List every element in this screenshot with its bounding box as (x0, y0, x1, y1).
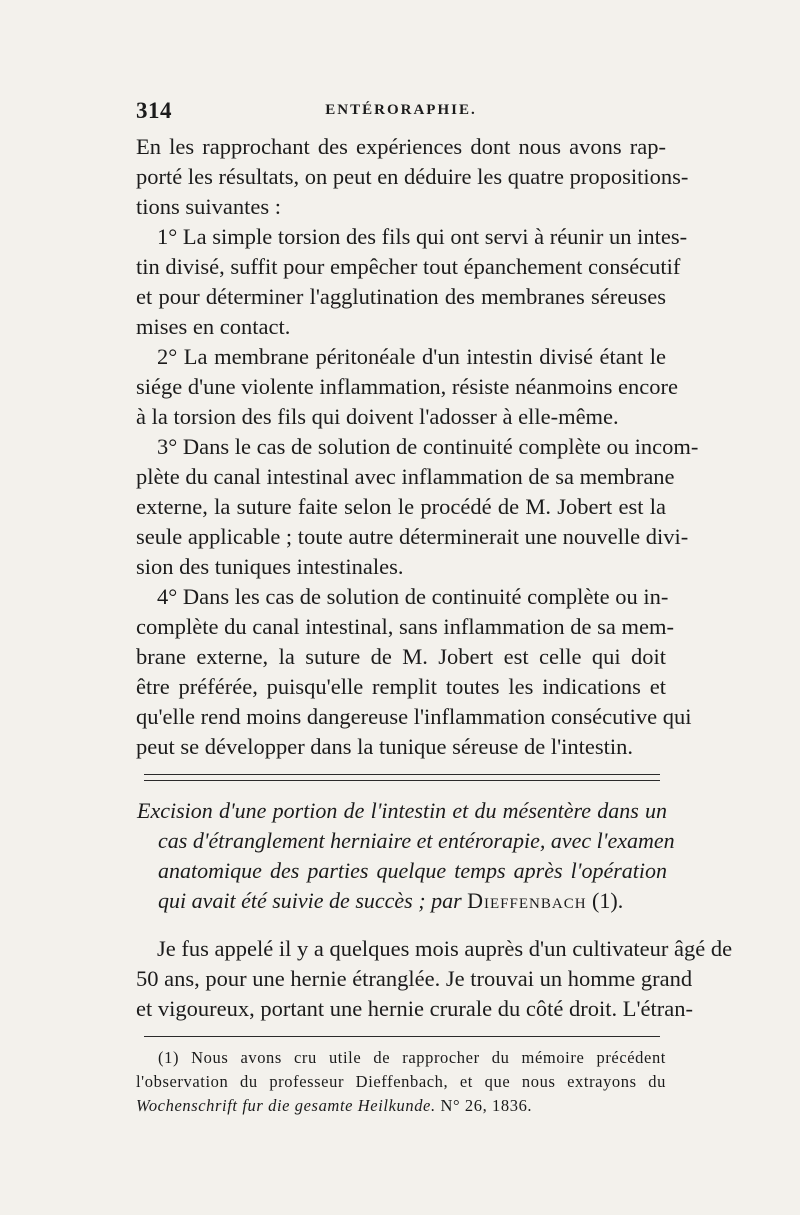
body-line: plète du canal intestinal avec inflammation de sa membrane (136, 464, 675, 489)
body-line: siége d'une violente inflammation, résiste néanmoins encore (136, 374, 679, 399)
narrative-line: et vigoureux, portant une hernie crurale du côté droit. L'étran- (136, 996, 693, 1021)
body-line: peut se développer dans la tunique séreuse de l'intestin. (136, 734, 634, 759)
body-line: porté les résultats, on peut en déduire les quatre propositions- (136, 164, 689, 189)
journal-title: Wochenschrift fur die gesamte Heilkunde. (136, 1096, 436, 1115)
body-line: tin divisé, suffit pour empêcher tout épanchement consécutif (136, 254, 681, 279)
body-line: sion des tuniques intestinales. (136, 554, 404, 579)
section-title-line (158, 886, 667, 916)
journal-issue: N° 26, 1836. (435, 1096, 533, 1115)
footnote-line: l'observation du professeur Dieffenbach, et que nous extrayons du (136, 1072, 666, 1091)
page-number: 314 (136, 98, 172, 123)
section-title-line: Excision d'une portion de l'intestin et du mésentère dans un (137, 798, 667, 823)
body-line: à la torsion des fils qui doivent l'adosser à elle-même. (136, 404, 619, 429)
body-line: seule applicable ; toute autre déterminerait une nouvelle divi- (136, 524, 689, 549)
section-title-line: anatomique des parties quelque temps après l'opération (158, 858, 667, 883)
section-title-prefix: qui avait été suivie de succès ; par (158, 888, 462, 913)
section-divider-rule (144, 780, 660, 781)
body-line: tions suivantes : (136, 194, 281, 219)
narrative-line: 50 ans, pour une hernie étranglée. Je trouvai un homme grand (136, 966, 693, 991)
author-name: Dieffenbach (467, 888, 587, 913)
body-line: brane externe, la suture de M. Jobert est celle qui doit (136, 644, 666, 669)
running-title: ENTÉRORAPHIE. (325, 102, 477, 118)
footnote-line: (1) Nous avons cru utile de rapprocher du mémoire précédent (158, 1048, 666, 1067)
section-divider-rule (144, 774, 660, 775)
body-line: mises en contact. (136, 314, 291, 339)
footnote-reference: (1). (592, 888, 624, 913)
proposition-2-line: 2° La membrane péritonéale d'un intestin divisé étant le (157, 344, 666, 369)
proposition-4-line: 4° Dans les cas de solution de continuité complète ou in- (157, 584, 669, 609)
body-line: et pour déterminer l'agglutination des membranes séreuses (136, 284, 666, 309)
proposition-3-line: 3° Dans le cas de solution de continuité complète ou incom- (157, 434, 699, 459)
body-line: externe, la suture faite selon le procédé de M. Jobert est la (136, 494, 666, 519)
section-title-line: cas d'étranglement herniaire et entérorapie, avec l'examen (158, 828, 675, 853)
body-line: être préférée, puisqu'elle remplit toutes les indications et (136, 674, 666, 699)
body-line: qu'elle rend moins dangereuse l'inflammation consécutive qui (136, 704, 692, 729)
body-line: En les rapprochant des expériences dont nous avons rap- (136, 134, 666, 159)
footnote-rule (144, 1036, 660, 1037)
proposition-1-line: 1° La simple torsion des fils qui ont servi à réunir un intes- (157, 224, 688, 249)
footnote-line (136, 1094, 666, 1118)
narrative-line: Je fus appelé il y a quelques mois auprès d'un cultivateur âgé de (157, 936, 733, 961)
body-line: complète du canal intestinal, sans inflammation de sa mem- (136, 614, 674, 639)
page-header (136, 98, 666, 128)
